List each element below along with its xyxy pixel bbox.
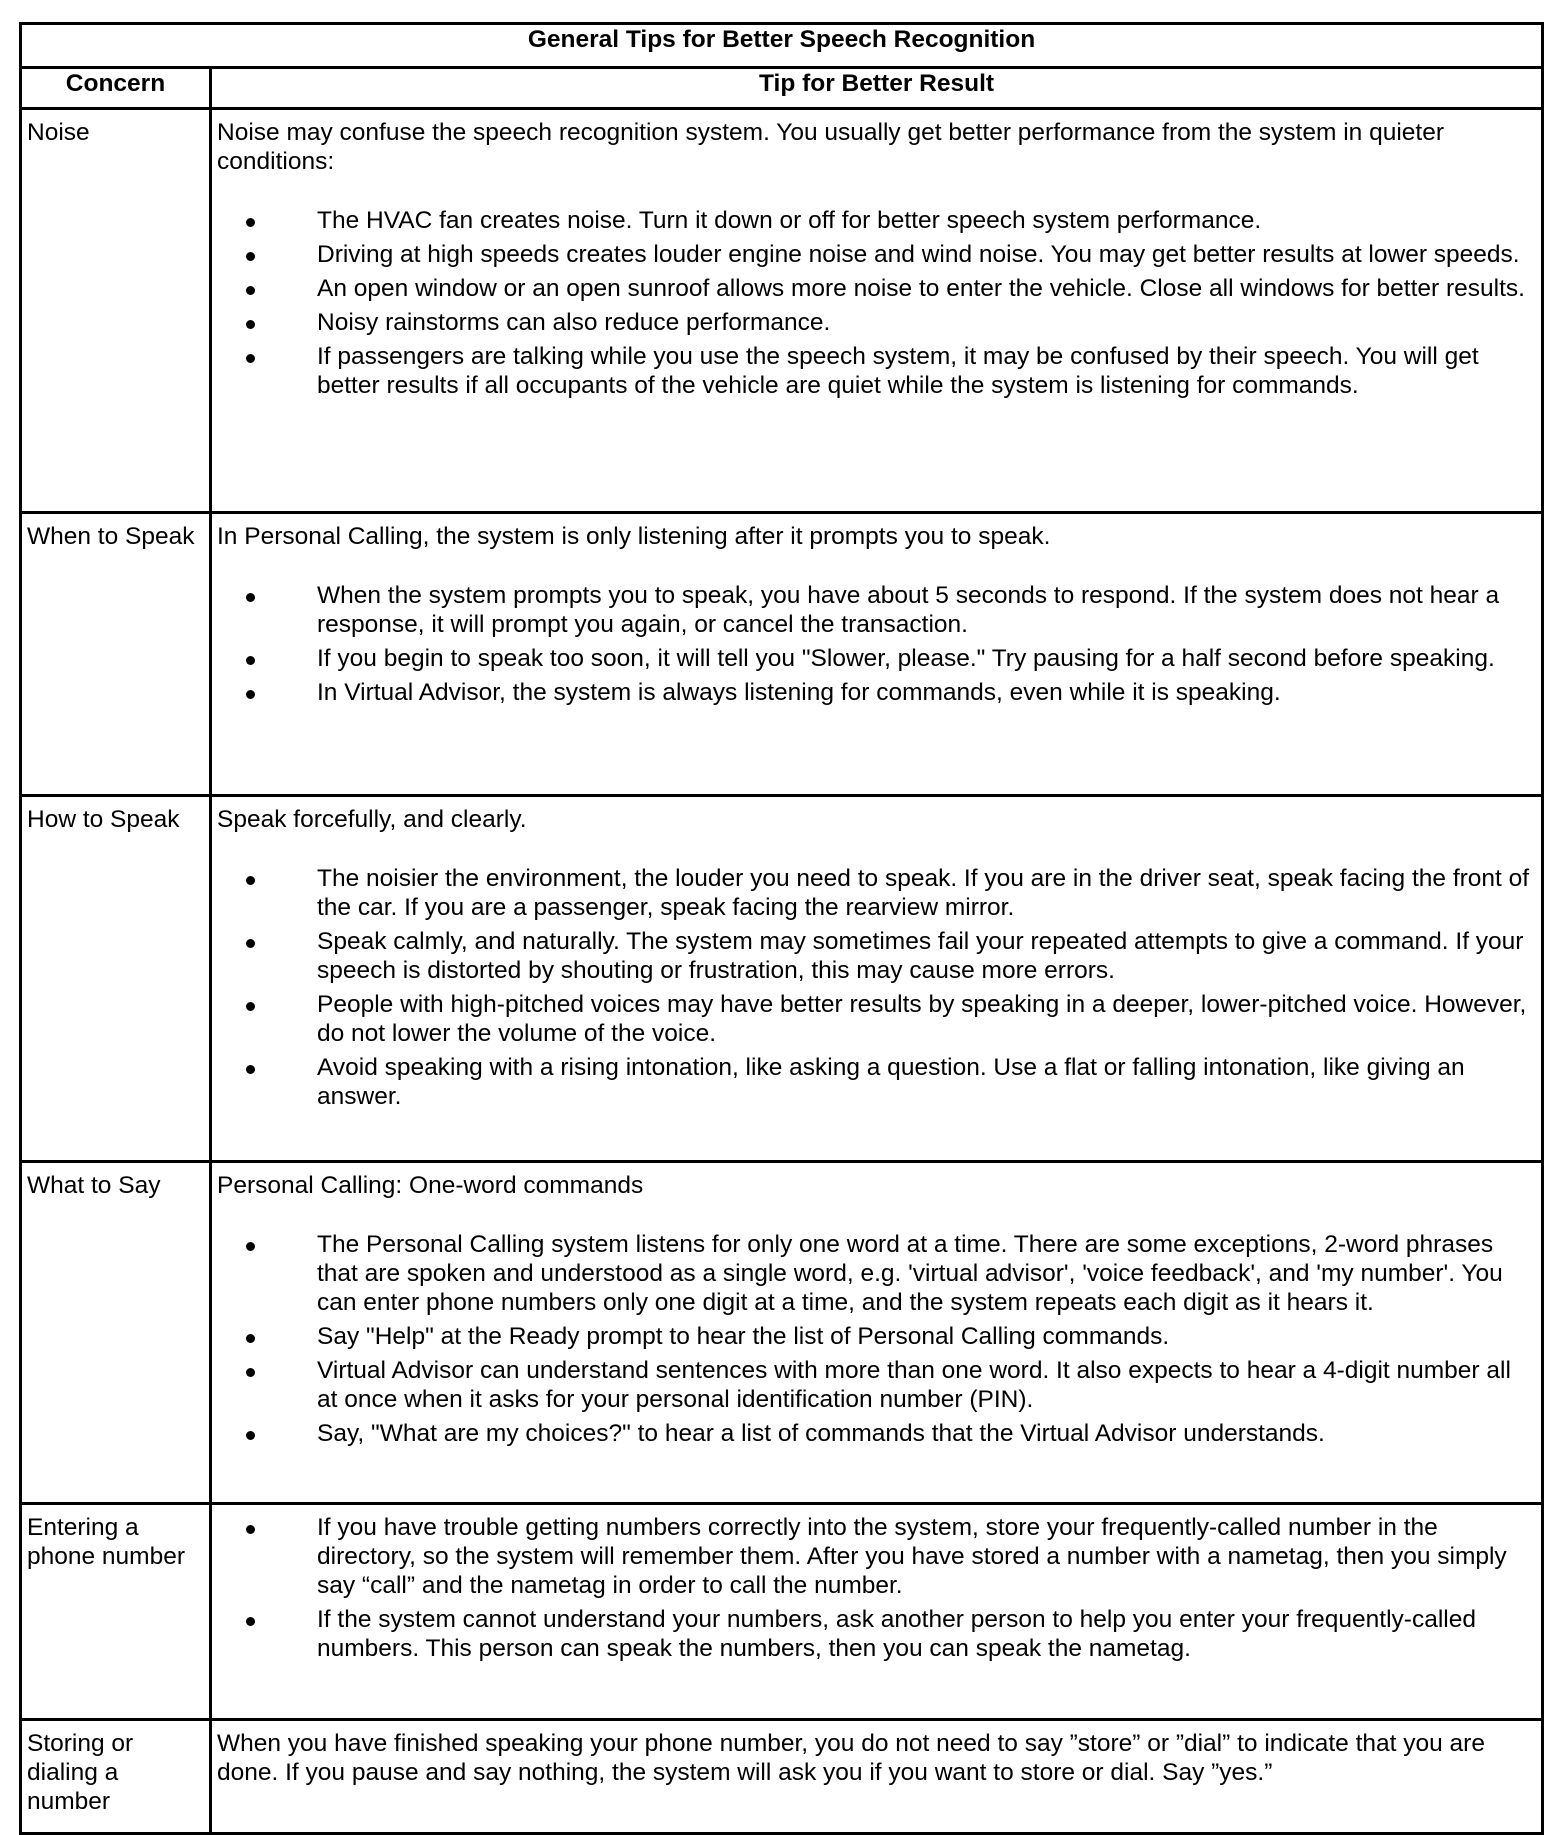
- table-title-row: [21, 24, 1543, 68]
- tip-bullet-list: [217, 1230, 1533, 1448]
- list-item: Say "Help" at the Ready prompt to hear the list of Personal Calling commands.: [317, 1322, 1533, 1351]
- table-row: [21, 513, 1543, 796]
- list-item: If passengers are talking while you use the speech system, it may be confused by their speech. You will get better results if all occupants of the vehicle are quiet while the system is listening for commands.: [317, 342, 1533, 400]
- list-item: The HVAC fan creates noise. Turn it down or off for better speech system performance.: [317, 206, 1533, 235]
- concern-cell: Storing or dialing a number: [21, 1720, 211, 1834]
- concern-cell: When to Speak: [21, 513, 211, 796]
- list-item: Virtual Advisor can understand sentences with more than one word. It also expects to hear a 4-digit number all at once when it asks for your personal identification number (PIN).: [317, 1356, 1533, 1414]
- header-tip: Tip for Better Result: [211, 68, 1543, 109]
- header-concern: Concern: [21, 68, 211, 109]
- table-row: [21, 1720, 1543, 1834]
- tip-cell: [211, 109, 1543, 513]
- table-row: [21, 796, 1543, 1162]
- tips-table: [19, 22, 1544, 1835]
- concern-cell: Noise: [21, 109, 211, 513]
- list-item: Speak calmly, and naturally. The system may sometimes fail your repeated attempts to give a command. If your speech is distorted by shouting or frustration, this may cause more errors.: [317, 927, 1533, 985]
- list-item: Noisy rainstorms can also reduce performance.: [317, 308, 1533, 337]
- tip-cell: [211, 513, 1543, 796]
- tip-intro: In Personal Calling, the system is only listening after it prompts you to speak.: [217, 523, 1051, 550]
- tip-cell: [211, 796, 1543, 1162]
- tip-cell: [211, 1720, 1543, 1834]
- list-item: Avoid speaking with a rising intonation, like asking a question. Use a flat or falling intonation, like giving an answer.: [317, 1053, 1533, 1111]
- tip-intro: Personal Calling: One-word commands: [217, 1172, 644, 1199]
- concern-cell: What to Say: [21, 1162, 211, 1504]
- tip-intro: When you have finished speaking your phone number, you do not need to say ”store” or ”dial” to indicate that you are done. If you pause and say nothing, the system will ask you if you want to store or dial. Say ”yes.”: [217, 1730, 1485, 1786]
- table-row: [21, 109, 1543, 513]
- list-item: When the system prompts you to speak, you have about 5 seconds to respond. If the system does not hear a response, it will prompt you again, or cancel the transaction.: [317, 581, 1533, 639]
- list-item: If you begin to speak too soon, it will tell you "Slower, please." Try pausing for a half second before speaking.: [317, 644, 1533, 673]
- list-item: Driving at high speeds creates louder engine noise and wind noise. You may get better results at lower speeds.: [317, 240, 1533, 269]
- table-title: General Tips for Better Speech Recognition: [21, 24, 1543, 68]
- list-item: The noisier the environment, the louder you need to speak. If you are in the driver seat, speak facing the front of the car. If you are a passenger, speak facing the rearview mirror.: [317, 864, 1533, 922]
- table-row: [21, 1162, 1543, 1504]
- tip-cell: [211, 1504, 1543, 1720]
- tip-bullet-list: [217, 864, 1533, 1111]
- concern-cell: Entering a phone number: [21, 1504, 211, 1720]
- list-item: An open window or an open sunroof allows more noise to enter the vehicle. Close all windows for better results.: [317, 274, 1533, 303]
- list-item: Say, "What are my choices?" to hear a list of commands that the Virtual Advisor understands.: [317, 1419, 1533, 1448]
- table-header-row: [21, 68, 1543, 109]
- tip-intro: Speak forcefully, and clearly.: [217, 806, 527, 833]
- concern-cell: How to Speak: [21, 796, 211, 1162]
- list-item: People with high-pitched voices may have better results by speaking in a deeper, lower-pitched voice. However, do not lower the volume of the voice.: [317, 990, 1533, 1048]
- list-item: If you have trouble getting numbers correctly into the system, store your frequently-called number in the directory, so the system will remember them. After you have stored a number with a nametag, then you simply say “call” and the nametag in order to call the number.: [317, 1513, 1533, 1600]
- list-item: The Personal Calling system listens for only one word at a time. There are some exceptions, 2-word phrases that are spoken and understood as a single word, e.g. 'virtual advisor', 'voice feedback', and 'my number'. You can enter phone numbers only one digit at a time, and the system repeats each digit as it hears it.: [317, 1230, 1533, 1317]
- tip-cell: [211, 1162, 1543, 1504]
- table-row: [21, 1504, 1543, 1720]
- list-item: If the system cannot understand your numbers, ask another person to help you enter your frequently-called numbers. This person can speak the numbers, then you can speak the nametag.: [317, 1605, 1533, 1663]
- tip-intro: Noise may confuse the speech recognition system. You usually get better performance from the system in quieter conditions:: [217, 119, 1444, 175]
- tip-bullet-list: [217, 1513, 1533, 1663]
- tip-bullet-list: [217, 581, 1533, 707]
- list-item: In Virtual Advisor, the system is always listening for commands, even while it is speaking.: [317, 678, 1533, 707]
- tip-bullet-list: [217, 206, 1533, 400]
